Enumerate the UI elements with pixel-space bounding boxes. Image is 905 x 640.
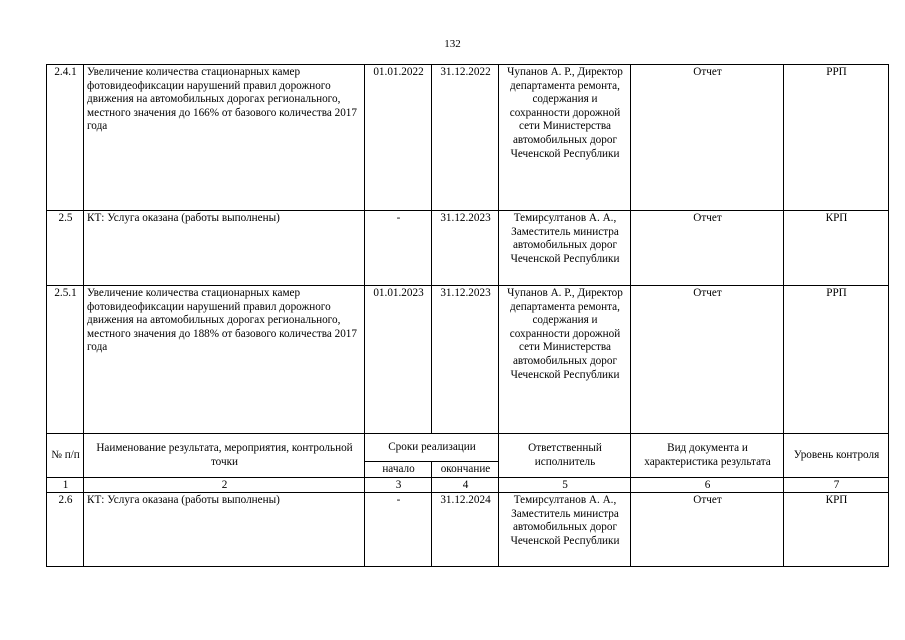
- row-control-level: РРП: [784, 65, 889, 211]
- row-end-date: 31.12.2023: [432, 286, 499, 434]
- row-number: 2.5: [47, 211, 84, 286]
- plan-table: [46, 64, 889, 567]
- page-number: 132: [444, 38, 461, 50]
- header-terms: Сроки реализации: [365, 434, 499, 462]
- row-document: Отчет: [631, 286, 784, 434]
- table-row: [47, 65, 889, 211]
- header-document: Вид документа и характеристика результата: [631, 434, 784, 478]
- row-control-level: КРП: [784, 211, 889, 286]
- row-responsible: Темирсултанов А. А., Заместитель министра автомобильных дорог Чеченской Республики: [499, 211, 631, 286]
- column-number: 5: [499, 477, 631, 493]
- row-responsible: Темирсултанов А. А., Заместитель министра автомобильных дорог Чеченской Республики: [499, 493, 631, 567]
- row-start-date: -: [365, 493, 432, 567]
- row-document: Отчет: [631, 211, 784, 286]
- header-start: начало: [365, 462, 432, 478]
- column-number: 6: [631, 477, 784, 493]
- row-start-date: 01.01.2023: [365, 286, 432, 434]
- row-start-date: 01.01.2022: [365, 65, 432, 211]
- column-number: 2: [84, 477, 365, 493]
- column-numbers-row: [47, 477, 889, 493]
- row-control-level: КРП: [784, 493, 889, 567]
- row-number: 2.4.1: [47, 65, 84, 211]
- row-responsible: Чупанов А. Р., Директор департамента ремонта, содержания и сохранности дорожной сети Министерства автомобильных дорог Чеченской Республики: [499, 65, 631, 211]
- row-number: 2.5.1: [47, 286, 84, 434]
- header-num: № п/п: [47, 434, 84, 478]
- header-end: окончание: [432, 462, 499, 478]
- header-control-level: Уровень контроля: [784, 434, 889, 478]
- row-name: Увеличение количества стационарных камер фотовидеофиксации нарушений правил дорожного движения на автомобильных дорогах регионального, местного значения до 166% от базового количества 2017 года: [84, 65, 365, 211]
- table-header-row: [47, 434, 889, 462]
- row-end-date: 31.12.2022: [432, 65, 499, 211]
- row-start-date: -: [365, 211, 432, 286]
- row-end-date: 31.12.2023: [432, 211, 499, 286]
- row-document: Отчет: [631, 493, 784, 567]
- column-number: 3: [365, 477, 432, 493]
- row-name: КТ: Услуга оказана (работы выполнены): [84, 211, 365, 286]
- row-end-date: 31.12.2024: [432, 493, 499, 567]
- row-name: Увеличение количества стационарных камер фотовидеофиксации нарушений правил дорожного движения на автомобильных дорогах регионального, местного значения до 188% от базового количества 2017 года: [84, 286, 365, 434]
- column-number: 4: [432, 477, 499, 493]
- table-row: [47, 286, 889, 434]
- column-number: 1: [47, 477, 84, 493]
- table-row: [47, 493, 889, 567]
- header-name: Наименование результата, мероприятия, контрольной точки: [84, 434, 365, 478]
- row-name: КТ: Услуга оказана (работы выполнены): [84, 493, 365, 567]
- header-responsible: Ответственный исполнитель: [499, 434, 631, 478]
- row-control-level: РРП: [784, 286, 889, 434]
- row-number: 2.6: [47, 493, 84, 567]
- row-responsible: Чупанов А. Р., Директор департамента ремонта, содержания и сохранности дорожной сети Министерства автомобильных дорог Чеченской Республики: [499, 286, 631, 434]
- column-number: 7: [784, 477, 889, 493]
- table-row: [47, 211, 889, 286]
- row-document: Отчет: [631, 65, 784, 211]
